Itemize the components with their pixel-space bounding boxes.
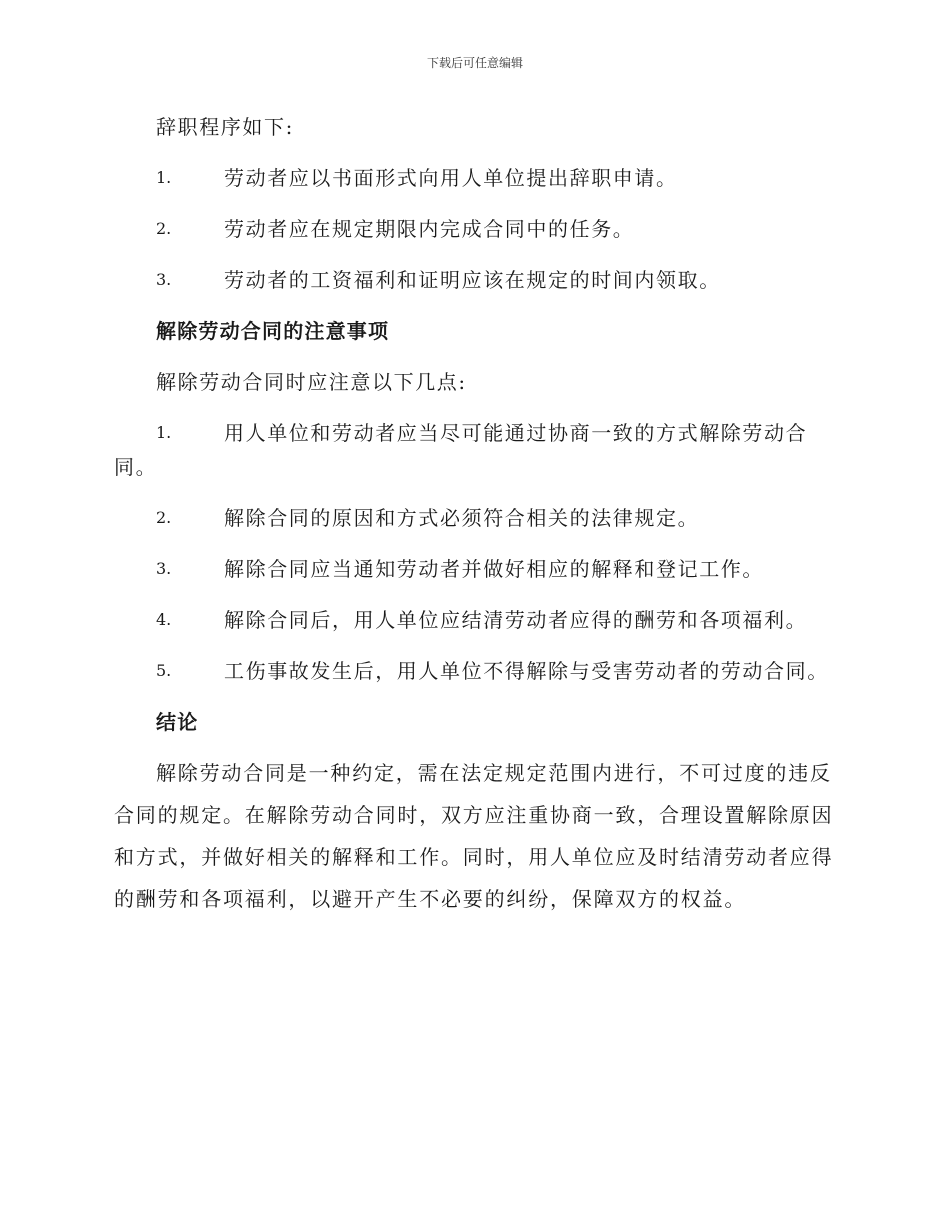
termination-intro: 解除劳动合同时应注意以下几点: [156,370,467,394]
list-number: 2. [156,508,172,527]
list-item [114,552,834,586]
list-item [114,161,834,195]
list-number: 3. [156,270,172,289]
list-number: 1. [156,423,172,442]
list-text: 劳动者应以书面形式向用人单位提出辞职申请。 [224,166,678,190]
list-text: 解除合同后，用人单位应结清劳动者应得的酬劳和各项福利。 [224,608,808,632]
list-item [114,263,834,297]
list-text: 劳动者的工资福利和证明应该在规定的时间内领取。 [224,268,721,292]
list-item [114,501,834,535]
list-number: 1. [156,168,172,187]
list-text: 劳动者应在规定期限内完成合同中的任务。 [224,217,635,241]
resignation-intro: 辞职程序如下: [156,115,294,139]
list-text: 用人单位和劳动者应当尽可能通过协商一致的方式解除劳动合同。 [114,421,808,479]
list-number: 2. [156,219,172,238]
list-item [114,416,834,484]
list-text: 工伤事故发生后，用人单位不得解除与受害劳动者的劳动合同。 [224,659,829,683]
list-item [114,212,834,246]
page-header: 下载后可任意编辑 [426,56,523,70]
list-item [114,603,834,637]
list-number: 5. [156,661,172,680]
conclusion-heading: 结论 [156,710,199,734]
document-body [114,110,834,920]
list-item [114,654,834,688]
list-text: 解除合同应当通知劳动者并做好相应的解释和登记工作。 [224,557,764,581]
list-text: 解除合同的原因和方式必须符合相关的法律规定。 [224,506,700,530]
list-number: 3. [156,559,172,578]
section-heading: 解除劳动合同的注意事项 [156,319,390,343]
conclusion-paragraph: 解除劳动合同是一种约定，需在法定规定范围内进行，不可过度的违反合同的规定。在解除劳动合同时，双方应注重协商一致，合理设置解除原因和方式，并做好相关的解释和工作。同时，用人单位应及时结清劳动者应得的酬劳和各项福利，以避开产生不必要的纠纷，保障双方的权益。 [114,761,834,911]
list-number: 4. [156,610,172,629]
